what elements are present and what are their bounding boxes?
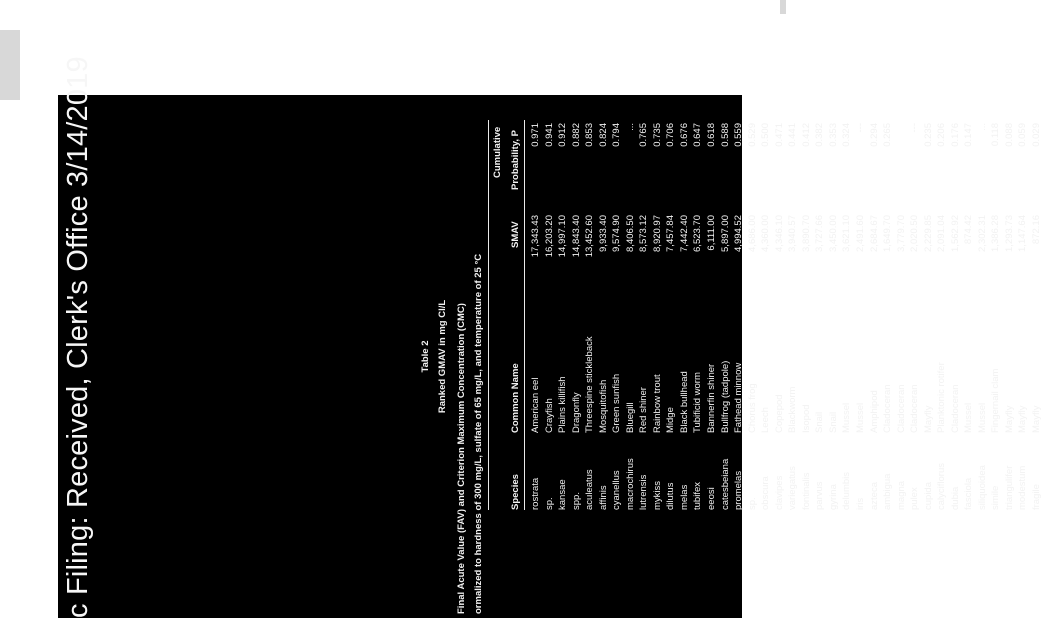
header-rule-top <box>488 120 489 510</box>
table-row <box>814 95 828 618</box>
common-name-cell: Midge <box>665 407 677 433</box>
smav-cell: 2,684.67 <box>868 215 880 252</box>
table-row <box>950 95 964 618</box>
table-row <box>787 95 801 618</box>
species-cell: variegatus <box>787 466 799 510</box>
probability-cell: 0.471 <box>773 123 785 147</box>
probability-cell: 0.235 <box>922 123 934 147</box>
table-row <box>720 95 734 618</box>
species-cell: rostrata <box>530 477 541 510</box>
species-cell: spp. <box>570 492 582 510</box>
table-row <box>990 95 1004 618</box>
probability-cell: 0.500 <box>760 123 772 147</box>
common-name-cell: Mussel <box>854 402 866 433</box>
common-name-cell: Cladoceran <box>909 384 921 433</box>
species-cell: dubia <box>949 486 961 510</box>
probability-cell: ... <box>624 123 636 131</box>
table-row <box>598 95 612 618</box>
common-name-cell: Amphipod <box>868 390 880 433</box>
common-name-cell: Fingernail clam <box>990 368 1002 433</box>
smav-cell: 2,302.31 <box>976 215 988 252</box>
common-name-cell: Fathead minnow <box>733 362 745 433</box>
probability-cell: 0.324 <box>841 123 853 147</box>
species-cell: modestum <box>1017 465 1029 510</box>
common-name-cell: Green sunfish <box>611 373 623 433</box>
smav-cell: 872.16 <box>1030 215 1042 245</box>
common-name-cell: Mussel <box>976 402 988 433</box>
smav-cell: 874.42 <box>963 215 975 245</box>
species-cell: lutrensis <box>638 474 650 510</box>
species-cell: pulex <box>909 487 921 510</box>
probability-cell: 0.382 <box>814 123 826 147</box>
table-row <box>936 95 950 618</box>
probability-cell: 0.441 <box>787 123 799 147</box>
common-name-cell: Planktonic rotifer <box>936 362 948 433</box>
smav-cell: 9,933.40 <box>597 215 609 252</box>
common-name-cell: Mussel <box>841 402 853 433</box>
smav-cell: 1,386.28 <box>990 215 1002 252</box>
common-name-cell: Blackworm <box>787 386 799 433</box>
rotated-page-content <box>58 56 1042 618</box>
table-title: Ranked GMAV in mg Cl/L <box>437 299 448 414</box>
probability-cell: 0.265 <box>882 123 894 147</box>
header-smav: SMAV <box>510 221 521 248</box>
probability-cell: --- <box>854 123 866 133</box>
smav-cell: 16,203.20 <box>543 215 555 258</box>
common-name-cell: Dragonfly <box>570 392 582 433</box>
table-row <box>625 95 639 618</box>
probability-cell: 0.824 <box>597 123 609 147</box>
probability-cell: 0.029 <box>1030 123 1042 147</box>
species-cell: mykiss <box>651 480 663 510</box>
species-cell: catesbeiana <box>719 458 731 510</box>
probability-cell: 0.971 <box>530 123 541 147</box>
header-rule-bottom <box>524 120 525 510</box>
scan-speck <box>780 0 786 14</box>
smav-cell: 1,649.70 <box>882 215 894 252</box>
smav-cell: 4,360.00 <box>760 215 772 252</box>
probability-cell: 0.853 <box>584 123 596 147</box>
table-row <box>638 95 652 618</box>
common-name-cell: Plains killifish <box>557 376 569 433</box>
table-row <box>571 95 585 618</box>
probability-cell: 0.941 <box>543 123 555 147</box>
smav-cell: 8,920.97 <box>651 215 663 252</box>
table-row <box>692 95 706 618</box>
smav-cell: 14,843.40 <box>570 215 582 258</box>
table-row <box>733 95 747 618</box>
table-row <box>963 95 977 618</box>
table-row <box>977 95 991 618</box>
probability-cell: 0.706 <box>665 123 677 147</box>
smav-cell: 5,897.00 <box>719 215 731 252</box>
probability-cell: 0.647 <box>692 123 704 147</box>
table-row <box>652 95 666 618</box>
species-cell: macrochirus <box>624 458 636 510</box>
probability-cell: 0.765 <box>638 123 650 147</box>
species-cell: clavipes <box>773 475 785 510</box>
table-row <box>882 95 896 618</box>
probability-cell: 0.147 <box>963 123 975 147</box>
smav-cell: 6,523.70 <box>692 215 704 252</box>
species-cell: simile <box>990 485 1002 510</box>
smav-cell: 3,727.66 <box>814 215 826 252</box>
table-row <box>1004 95 1018 618</box>
species-cell: parvus <box>814 481 826 510</box>
common-name-cell: American eel <box>530 377 541 433</box>
species-cell: cyanellus <box>611 470 623 510</box>
common-name-cell: Mayfly <box>1017 405 1029 433</box>
table-row <box>869 95 883 618</box>
smav-cell: 1,293.73 <box>1003 215 1015 252</box>
smav-cell: 3,621.10 <box>841 215 853 252</box>
species-cell: sp. <box>746 497 758 510</box>
species-cell: affinis <box>597 485 609 510</box>
common-name-cell: Bluegill <box>624 402 636 433</box>
common-name-cell: Cladoceran <box>895 384 907 433</box>
table-row <box>896 95 910 618</box>
common-name-cell: Isopod <box>800 404 812 433</box>
header-common-name: Common Name <box>510 363 521 433</box>
smav-cell: 7,457.84 <box>665 215 677 252</box>
species-cell: dilutus <box>665 482 677 510</box>
table-row <box>557 95 571 618</box>
common-name-cell: Chorus frog <box>746 383 758 433</box>
common-name-cell: Snail <box>827 411 839 433</box>
common-name-cell: Tubificid worm <box>692 372 704 433</box>
smav-cell: 7,442.40 <box>678 215 690 252</box>
smav-cell: 6,111.00 <box>706 215 718 251</box>
smav-cell: 3,779.70 <box>895 215 907 252</box>
table-row <box>1017 95 1031 618</box>
smav-cell: 1,562.92 <box>949 215 961 252</box>
table-row <box>855 95 869 618</box>
table-row <box>828 95 842 618</box>
species-cell: sp. <box>543 497 555 510</box>
scanned-page <box>58 56 1042 618</box>
common-name-cell: Mayfly <box>1030 405 1042 433</box>
common-name-cell: Black bullhead <box>678 371 690 433</box>
table-subtitle: Final Acute Value (FAV) and Criterion Maximum Concentration (CMC) <box>456 303 467 614</box>
common-name-cell: Red shiner <box>638 387 650 433</box>
table-row <box>665 95 679 618</box>
probability-cell: 0.353 <box>827 123 839 147</box>
common-name-cell: Rainbow trout <box>651 374 663 433</box>
probability-cell: 0.412 <box>800 123 812 147</box>
smav-cell: 8,573.12 <box>638 215 650 252</box>
species-cell: obscura <box>760 476 772 510</box>
common-name-cell: Mussel <box>963 402 975 433</box>
species-cell: magna <box>895 480 907 510</box>
probability-cell: 0.118 <box>990 123 1002 147</box>
species-cell: kansae <box>557 479 569 510</box>
table-row <box>841 95 855 618</box>
common-name-cell: Mosquitofish <box>597 379 609 433</box>
species-cell: melas <box>678 484 690 510</box>
probability-cell: 0.794 <box>611 123 623 147</box>
smav-cell: 17,343.43 <box>530 215 541 258</box>
smav-cell: 8,406.50 <box>624 215 636 252</box>
table-conditions: ormalized to hardness of 300 mg/L, sulfate of 65 mg/L, and temperature of 25 °C <box>473 253 484 614</box>
probability-cell: 0.735 <box>651 123 663 147</box>
smav-cell: 2,229.85 <box>922 215 934 252</box>
species-cell: ambigua <box>882 473 894 510</box>
probability-cell: 0.059 <box>1017 123 1029 147</box>
probability-cell: 0.882 <box>570 123 582 147</box>
species-cell: fontinalis <box>800 472 812 510</box>
species-cell: fragile <box>1030 484 1042 510</box>
table-row <box>706 95 720 618</box>
common-name-cell: Mayfly <box>1003 405 1015 433</box>
species-cell: iris <box>854 497 866 510</box>
common-name-cell: Bannerfin shiner <box>706 363 718 433</box>
smav-cell: 4,994.52 <box>733 215 745 252</box>
smav-cell: 4,686.00 <box>746 215 758 252</box>
common-name-cell: Leech <box>760 407 772 433</box>
header-species: Species <box>510 474 521 510</box>
species-cell: eeosi <box>706 487 718 510</box>
table-row <box>801 95 815 618</box>
common-name-cell: Cladoceran <box>882 384 894 433</box>
species-cell: calyciflorus <box>936 463 948 510</box>
smav-cell: 2,491.60 <box>854 215 866 252</box>
table-row <box>530 95 544 618</box>
smav-cell: 1,147.64 <box>1017 215 1029 252</box>
species-cell: aculeatus <box>584 469 596 510</box>
table-row <box>611 95 625 618</box>
filing-stamp: c Filing: Received, Clerk's Office 3/14/2019 <box>62 56 94 618</box>
species-cell: siliquoidea <box>976 465 988 510</box>
probability-cell: 0.529 <box>746 123 758 147</box>
species-cell: gyrina <box>827 484 839 510</box>
probability-cell: 0.088 <box>1003 123 1015 147</box>
table-row <box>544 95 558 618</box>
table-row <box>1031 95 1044 618</box>
smav-cell: 3,940.57 <box>787 215 799 252</box>
smav-cell: 14,997.10 <box>557 215 569 258</box>
common-name-cell: Bullfrog (tadpole) <box>719 360 731 433</box>
smav-cell: 13,452.60 <box>584 215 596 258</box>
table-row <box>584 95 598 618</box>
table-row <box>909 95 923 618</box>
species-cell: promelas <box>733 470 745 510</box>
probability-cell: 0.912 <box>557 123 569 147</box>
common-name-cell: Cladoceran <box>949 384 961 433</box>
probability-cell: 0.588 <box>719 123 731 147</box>
scan-edge-mark <box>0 30 20 100</box>
common-name-cell: Crayfish <box>543 398 555 433</box>
table-row <box>774 95 788 618</box>
probability-cell: 0.559 <box>733 123 745 147</box>
header-probability: Probability, P <box>510 129 521 190</box>
species-cell: tubifex <box>692 482 704 510</box>
smav-cell: 2,091.04 <box>936 215 948 252</box>
common-name-cell: Snail <box>814 411 826 433</box>
smav-cell: 3,890.70 <box>800 215 812 252</box>
probability-cell: 0.618 <box>706 123 718 147</box>
species-cell: fasciola <box>963 477 975 510</box>
common-name-cell: Mayfly <box>922 405 934 433</box>
probability-cell: 0.294 <box>868 123 880 147</box>
species-cell: cupida <box>922 482 934 510</box>
common-name-cell: Copepod <box>773 394 785 433</box>
common-name-cell: Threespine stickleback <box>584 336 596 433</box>
probability-cell: 0.176 <box>949 123 961 147</box>
smav-cell: 3,450.00 <box>827 215 839 252</box>
header-cumulative: Cumulative <box>492 126 503 178</box>
species-cell: delumbis <box>841 471 853 510</box>
table-row <box>923 95 937 618</box>
probability-cell: --- <box>909 123 921 133</box>
smav-cell: 4,346.10 <box>773 215 785 252</box>
table-row <box>747 95 761 618</box>
table-number: Table 2 <box>420 340 431 373</box>
probability-cell: 0.676 <box>678 123 690 147</box>
smav-cell: 9,574.90 <box>611 215 623 252</box>
table-row <box>679 95 693 618</box>
species-cell: azteca <box>868 482 880 510</box>
probability-cell: ... <box>976 123 988 131</box>
smav-cell: 2,020.50 <box>909 215 921 252</box>
species-cell: triangulifer <box>1003 465 1015 510</box>
table-row <box>760 95 774 618</box>
probability-cell: 0.206 <box>936 123 948 147</box>
